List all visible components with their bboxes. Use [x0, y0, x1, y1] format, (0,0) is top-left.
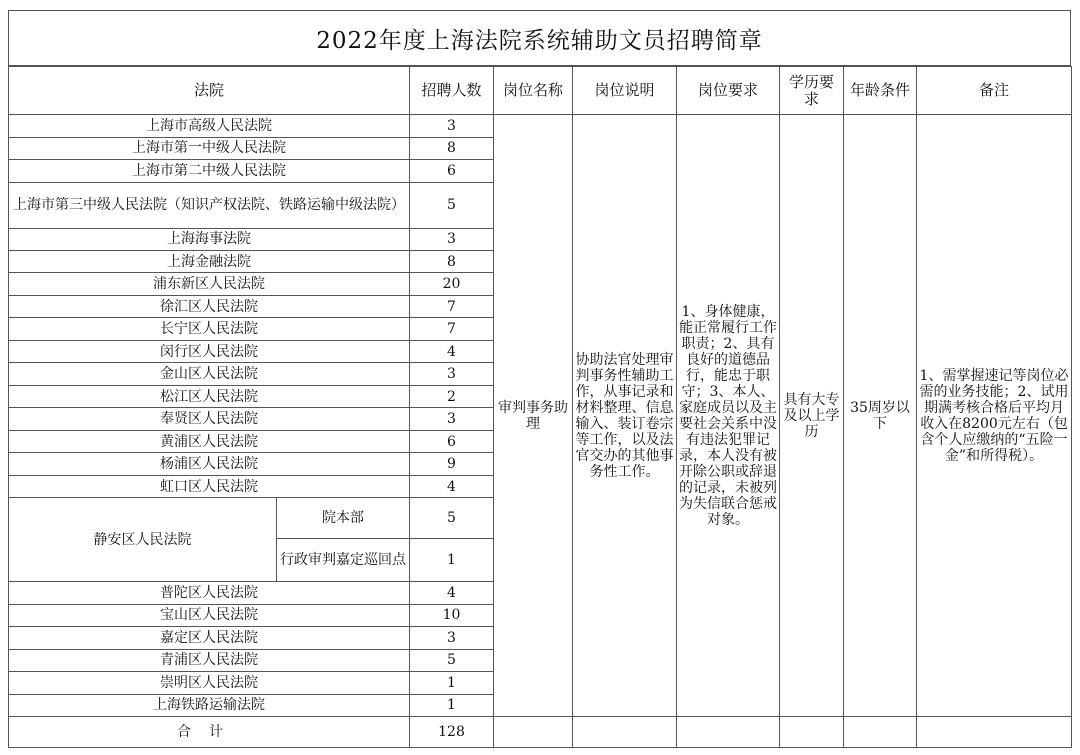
document-title: 2022年度上海法院系统辅助文员招聘简章	[8, 10, 1071, 66]
court-name: 上海铁路运输法院	[9, 694, 410, 716]
empty-cell	[844, 717, 917, 748]
education-cell: 具有大专及以上学历	[780, 115, 844, 717]
recruit-count: 3	[410, 627, 494, 649]
court-name: 上海金融法院	[9, 250, 410, 272]
recruit-count: 9	[410, 453, 494, 475]
court-name: 闵行区人民法院	[9, 340, 410, 362]
recruit-count: 4	[410, 340, 494, 362]
total-label: 合计	[9, 717, 410, 748]
recruit-count: 10	[410, 604, 494, 626]
sub-location-name: 院本部	[277, 498, 410, 539]
recruit-count: 2	[410, 385, 494, 407]
recruit-count: 3	[410, 115, 494, 137]
court-name: 嘉定区人民法院	[9, 627, 410, 649]
sub-location-name: 行政审判嘉定巡回点	[277, 539, 410, 582]
position-desc-cell: 协助法官处理审判事务性辅助工作，从事记录和材料整理、信息输入、装订卷宗等工作，以及法官交办的其他事务性工作。	[573, 115, 677, 717]
header-education: 学历要求	[780, 67, 844, 115]
recruit-count: 7	[410, 318, 494, 340]
recruit-count: 1	[410, 694, 494, 716]
court-name: 徐汇区人民法院	[9, 295, 410, 317]
table-row	[9, 115, 1072, 137]
court-name: 长宁区人民法院	[9, 318, 410, 340]
empty-cell	[917, 717, 1072, 748]
recruitment-table	[8, 66, 1072, 748]
header-court: 法院	[9, 67, 410, 115]
empty-cell	[677, 717, 780, 748]
total-count: 128	[410, 717, 494, 748]
recruit-count: 6	[410, 430, 494, 452]
court-name: 上海市高级人民法院	[9, 115, 410, 137]
recruit-count: 1	[410, 539, 494, 582]
recruit-count: 5	[410, 498, 494, 539]
empty-cell	[780, 717, 844, 748]
total-row	[9, 717, 1072, 748]
court-name: 上海海事法院	[9, 228, 410, 250]
court-name-jingan: 静安区人民法院	[9, 498, 277, 582]
header-age: 年龄条件	[844, 67, 917, 115]
court-name: 奉贤区人民法院	[9, 408, 410, 430]
recruit-count: 3	[410, 228, 494, 250]
recruit-count: 3	[410, 408, 494, 430]
empty-cell	[494, 717, 573, 748]
court-name: 青浦区人民法院	[9, 649, 410, 671]
position-name-cell: 审判事务助理	[494, 115, 573, 717]
header-row	[9, 67, 1072, 115]
remarks-cell: 1、需掌握速记等岗位必需的业务技能；2、试用期满考核合格后平均月收入在8200元左右（包含个人应缴纳的“五险一金”和所得税）。	[917, 115, 1072, 717]
court-name: 上海市第一中级人民法院	[9, 137, 410, 159]
empty-cell	[573, 717, 677, 748]
court-name: 金山区人民法院	[9, 363, 410, 385]
court-name: 虹口区人民法院	[9, 475, 410, 497]
court-name: 上海市第二中级人民法院	[9, 160, 410, 182]
age-cell: 35周岁以下	[844, 115, 917, 717]
recruit-count: 5	[410, 182, 494, 228]
court-name: 松江区人民法院	[9, 385, 410, 407]
recruit-count: 20	[410, 273, 494, 295]
recruit-count: 4	[410, 475, 494, 497]
court-name: 杨浦区人民法院	[9, 453, 410, 475]
recruit-count: 3	[410, 363, 494, 385]
recruit-count: 6	[410, 160, 494, 182]
recruit-count: 7	[410, 295, 494, 317]
court-name: 浦东新区人民法院	[9, 273, 410, 295]
court-name: 普陀区人民法院	[9, 582, 410, 604]
header-position-desc: 岗位说明	[573, 67, 677, 115]
recruit-count: 4	[410, 582, 494, 604]
position-req-cell: 1、身体健康，能正常履行工作职责；2、具有良好的道德品行，能忠于职守；3、本人、家庭成员以及主要社会关系中没有违法犯罪记录，本人没有被开除公职或辞退的记录，未被列为失信联合惩戒对象。	[677, 115, 780, 717]
header-position-req: 岗位要求	[677, 67, 780, 115]
court-name: 黄浦区人民法院	[9, 430, 410, 452]
header-remarks: 备注	[917, 67, 1072, 115]
recruit-count: 8	[410, 250, 494, 272]
court-name: 宝山区人民法院	[9, 604, 410, 626]
court-name: 崇明区人民法院	[9, 672, 410, 694]
recruit-count: 5	[410, 649, 494, 671]
header-count: 招聘人数	[410, 67, 494, 115]
court-name: 上海市第三中级人民法院（知识产权法院、铁路运输中级法院）	[9, 182, 410, 228]
recruit-count: 1	[410, 672, 494, 694]
recruit-count: 8	[410, 137, 494, 159]
header-position-name: 岗位名称	[494, 67, 573, 115]
